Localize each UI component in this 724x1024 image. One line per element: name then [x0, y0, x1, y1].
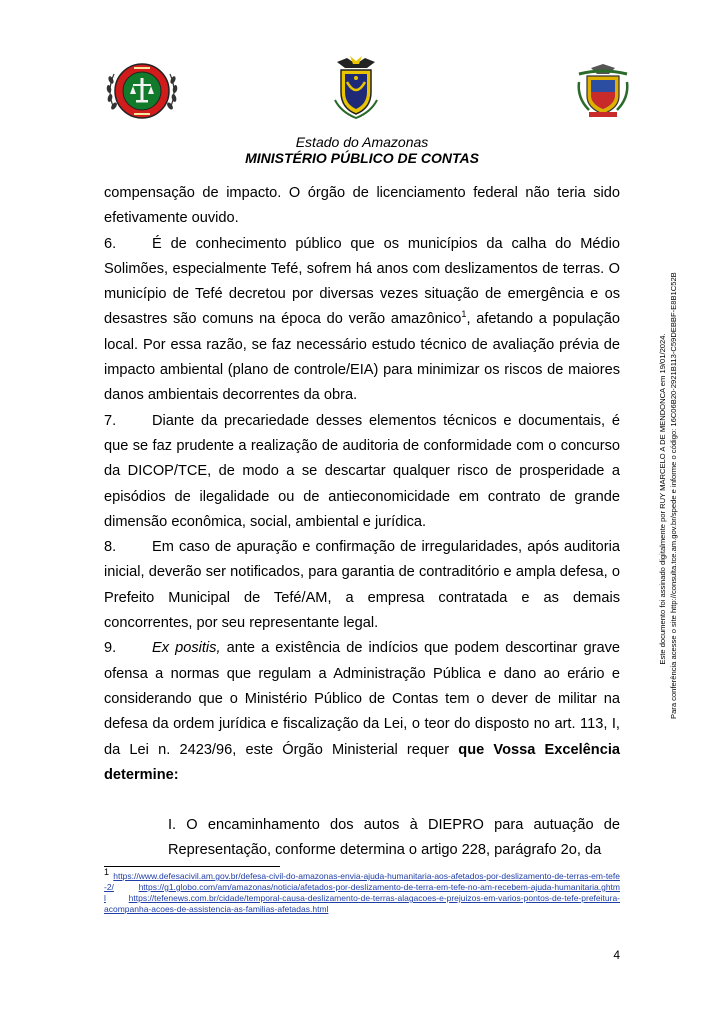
- paragraph-6: [104, 232, 620, 409]
- paragraph-8: [104, 535, 620, 636]
- footnote-link-3[interactable]: https://tefenews.com.br/cidade/temporal-causa-deslizamento-de-terras-alagacoes-e-prejuizos-em-varios-pontos-de-tefe-prefeitura-acompanha-acoes-de-assistencia-as-familias-afetadas.html: [104, 893, 620, 914]
- request-item-1: I. O encaminhamento dos autos à DIEPRO para autuação de Representação, conforme determina o artigo 228, parágrafo 2o, da: [168, 817, 620, 859]
- footnote: [104, 867, 620, 915]
- signature-line-1: Este documento foi assinado digitalmente por RUY MARCELO A DE MENDONCA em 19/01/2024.: [658, 333, 667, 665]
- amazonas-coat-of-arms-icon: [333, 54, 379, 120]
- paragraph-italic-text: Ex positis,: [152, 640, 221, 657]
- paragraph-text: É de conhecimento público que os municípios da calha do Médio Solimões, especialmente Tefé, sofrem há anos com deslizamentos de terras. O município de Tefé decretou por diversas vezes situação de emergência e os desastres são comuns na época do verão amazônico: [104, 235, 620, 328]
- mpc-seal-icon: [104, 58, 180, 124]
- paragraph-text: Diante da precariedade desses elementos técnicos e documentais, é que se faz prudente a realização de auditoria de conformidade com o concurso da DICOP/TCE, de modo a se descartar qualquer risco de prosperidade a episódios de ilegalidade ou de antieconomicidade em contrato de grande dimensão econômica, social, ambiental e jurídica.: [104, 412, 620, 530]
- coat-of-arms-icon: [573, 62, 633, 120]
- footnote-link-1[interactable]: https://www.defesacivil.am.gov.br/defesa-civil-do-amazonas-envia-ajuda-humanitaria-aos-afetados-por-deslizamento-de-terras-em-tefe-2/: [104, 871, 620, 892]
- header-organization: MINISTÉRIO PÚBLICO DE CONTAS: [245, 150, 479, 166]
- paragraph-number: 6.: [104, 235, 117, 252]
- footnote-number: 1: [104, 867, 110, 878]
- paragraph-text: Em caso de apuração e confirmação de irregularidades, após auditoria inicial, deverão ser notificados, para garantia de contraditório e ampla defesa, o Prefeito Municipal de Tefé/AM, a empresa contratada e as demais concorrentes, por seu representante legal.: [104, 539, 620, 632]
- document-header: [0, 134, 724, 166]
- document-body: [104, 181, 620, 864]
- paragraph-number: 9.: [104, 640, 117, 657]
- paragraph-continuation: compensação de impacto. O órgão de licenciamento federal não teria sido efetivamente ouvido.: [104, 185, 620, 227]
- paragraph-bold-text: que Vossa Excelência determine:: [104, 741, 620, 783]
- footnote-separator: [104, 866, 280, 867]
- signature-stamp-text: [657, 272, 679, 719]
- paragraph-9: [104, 636, 620, 788]
- paragraph-7: [104, 409, 620, 535]
- paragraph-text: , afetando a população local. Por essa razão, se faz necessário estudo técnico de avaliação prévia de impacto ambiental (plano de controle/EIA) para minimizar os riscos de maiores danos ambientais decorrentes da obra.: [104, 311, 621, 404]
- header-logos: [0, 54, 724, 124]
- paragraph-number: 7.: [104, 412, 117, 429]
- paragraph-text: ante a existência de indícios que podem descortinar grave ofensa a normas que regulam a Administração Pública e dano ao erário e considerando que o Ministério Público de Contas tem o dever de militar na defesa da ordem jurídica e fiscalização da Lei, o teor do disposto no art. 113, I, da Lei n. 2423/96, este Órgão Ministerial requer: [104, 640, 620, 758]
- footnote-reference[interactable]: 1: [461, 309, 467, 320]
- page-number: 4: [613, 948, 620, 962]
- signature-line-2: Para conferência acesse o site http://consulta.tce.am.gov.br/spede e informe o código: 16C06B20-2921B113-C59DEBBF-E8B1C52B: [669, 272, 678, 719]
- footnote-link-2[interactable]: https://g1.globo.com/am/amazonas/noticia/afetados-por-deslizamento-de-terra-em-tefe-no-am-recebem-ajuda-humanitaria.ghtml: [104, 882, 620, 903]
- paragraph-number: 8.: [104, 539, 117, 556]
- header-state: Estado do Amazonas: [295, 134, 429, 150]
